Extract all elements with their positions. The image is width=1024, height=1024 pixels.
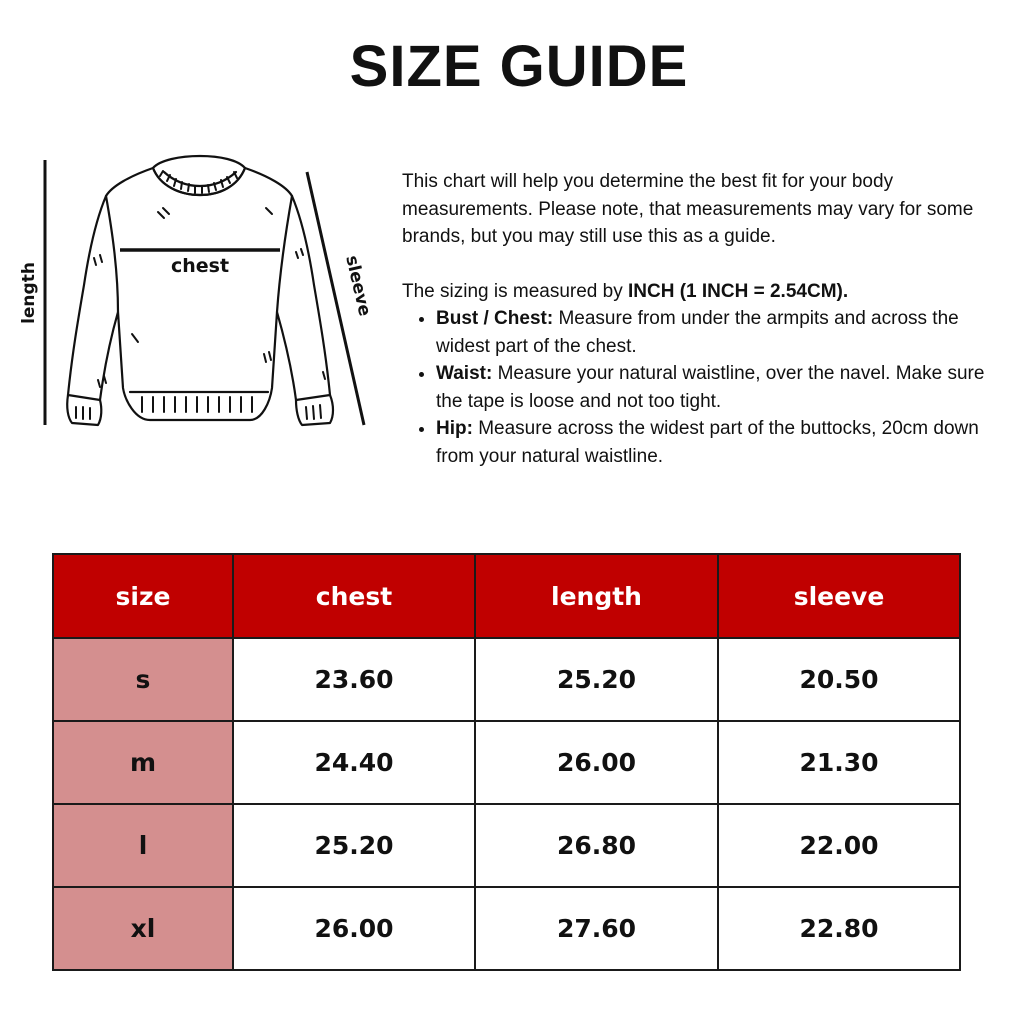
chest-cell: 24.40 xyxy=(233,721,475,804)
header-size: size xyxy=(53,554,233,638)
table-header-row xyxy=(53,554,960,638)
sweater-illustration xyxy=(0,150,390,440)
table-row xyxy=(53,804,960,887)
sleeve-label: sleeve xyxy=(341,253,375,319)
length-label: length xyxy=(19,262,39,324)
length-cell: 25.20 xyxy=(475,638,718,721)
unit-note xyxy=(402,278,1002,306)
measurement-list xyxy=(402,305,1002,470)
bullet-term: Bust / Chest: xyxy=(436,308,554,329)
table-row xyxy=(53,887,960,970)
size-cell: l xyxy=(53,804,233,887)
bullet-text: Measure from under the armpits and across the widest part of the chest. xyxy=(436,308,959,357)
length-cell: 26.80 xyxy=(475,804,718,887)
size-cell: s xyxy=(53,638,233,721)
table-row xyxy=(53,638,960,721)
unit-prefix: The sizing is measured by xyxy=(402,280,628,302)
bullet-text: Measure across the widest part of the buttocks, 20cm down from your natural waistline. xyxy=(436,418,979,467)
bullet-term: Waist: xyxy=(436,363,493,384)
header-chest: chest xyxy=(233,554,475,638)
header-length: length xyxy=(475,554,718,638)
unit-value: INCH (1 INCH = 2.54CM). xyxy=(628,280,849,302)
intro-text: This chart will help you determine the best fit for your body measurements. Please note, that measurements may vary for some brands, but you may still use this as a guide. xyxy=(402,171,974,247)
size-cell: xl xyxy=(53,887,233,970)
header-sleeve: sleeve xyxy=(718,554,960,638)
sleeve-cell: 22.80 xyxy=(718,887,960,970)
bullet-term: Hip: xyxy=(436,418,473,439)
bullet-text: Measure your natural waistline, over the navel. Make sure the tape is loose and not too tight. xyxy=(436,363,985,412)
length-cell: 26.00 xyxy=(475,721,718,804)
list-item xyxy=(436,305,1002,360)
list-item xyxy=(436,415,1002,470)
chest-cell: 26.00 xyxy=(233,887,475,970)
sleeve-cell: 21.30 xyxy=(718,721,960,804)
size-chart-table xyxy=(52,553,961,971)
length-cell: 27.60 xyxy=(475,887,718,970)
list-item xyxy=(436,360,1002,415)
table-row xyxy=(53,721,960,804)
chest-cell: 23.60 xyxy=(233,638,475,721)
size-guide-description xyxy=(402,168,1002,470)
sleeve-cell: 20.50 xyxy=(718,638,960,721)
sleeve-cell: 22.00 xyxy=(718,804,960,887)
page-title: SIZE GUIDE xyxy=(349,34,689,99)
size-cell: m xyxy=(53,721,233,804)
chest-cell: 25.20 xyxy=(233,804,475,887)
chest-label: chest xyxy=(170,255,230,277)
